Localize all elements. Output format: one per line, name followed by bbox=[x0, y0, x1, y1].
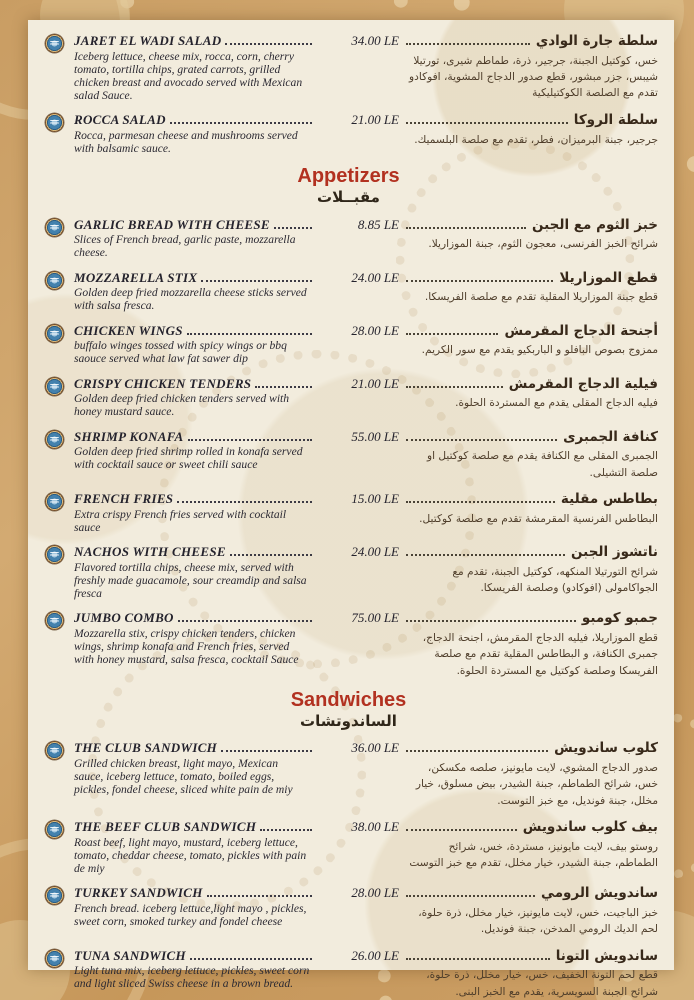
item-arabic-block bbox=[404, 323, 658, 359]
dotted-leader bbox=[406, 620, 576, 622]
item-price bbox=[319, 885, 399, 902]
item-desc-ar: فيليه الدجاج المقلى يقدم مع المستردة الحلوة. bbox=[455, 397, 658, 410]
item-desc-en: Golden deep fried shrimp rolled in konafa served with cocktail sauce or sweet chili sauce bbox=[74, 445, 303, 472]
currency-label: LE bbox=[383, 885, 399, 901]
section-title-ar: مقبــلات bbox=[317, 188, 380, 207]
price-value: 34.00 bbox=[351, 33, 381, 48]
dotted-leader bbox=[178, 620, 312, 622]
price-value: 24.00 bbox=[351, 544, 381, 560]
item-desc-ar: شرائح التورتيلا المنكهه، كوكتيل الجبنة، تقدم مع الجواكامولى (افوكادو) وصلصة الفريسكا. bbox=[452, 565, 658, 594]
item-name-en: MOZZARELLA STIX bbox=[74, 269, 198, 285]
item-english-block bbox=[74, 33, 314, 102]
price-value: 75.00 bbox=[351, 610, 381, 626]
currency-label: LE bbox=[383, 610, 399, 626]
item-name-ar: كلوب ساندويش bbox=[554, 740, 658, 757]
menu-item bbox=[39, 948, 658, 1000]
item-desc-en: Iceberg lettuce, cheese mix, rocca, corn, cherry tomato, tortilla chips, grated carrots, grilled chicken breast and avocado served with Mexican salad Sauce. bbox=[74, 49, 303, 103]
price-value: 28.00 bbox=[351, 885, 381, 901]
item-name-ar: جمبو كومبو bbox=[581, 610, 658, 627]
item-name-en: TURKEY SANDWICH bbox=[74, 885, 203, 901]
item-arabic-block bbox=[404, 885, 658, 937]
dotted-leader bbox=[406, 386, 503, 388]
menu-list bbox=[39, 33, 658, 1000]
item-price bbox=[319, 33, 399, 50]
dotted-leader bbox=[255, 386, 312, 388]
item-arabic-block bbox=[404, 491, 658, 527]
section-title-en: Sandwiches bbox=[290, 688, 407, 711]
brand-medallion-icon bbox=[45, 741, 64, 760]
brand-medallion-icon bbox=[45, 113, 64, 132]
dotted-leader bbox=[406, 333, 498, 335]
item-name-en: JARET EL WADI SALAD bbox=[74, 33, 222, 48]
price-value: 8.85 bbox=[357, 216, 381, 232]
dotted-leader bbox=[188, 439, 312, 441]
item-desc-ar: خس، كوكتيل الجبنة، جرجير، ذرة، طماطم شيرى، تورتيلا شيبس، جزر مبشور، قطع صدور الدجاج المشوية، افوكادو تقدم مع الصلصة الكوكتيليكية bbox=[409, 54, 658, 100]
item-name-ar: ساندويش الرومي bbox=[541, 885, 658, 902]
dotted-leader bbox=[190, 958, 312, 960]
dotted-leader bbox=[406, 501, 555, 503]
item-name-en: TUNA SANDWICH bbox=[74, 947, 186, 963]
item-english-block bbox=[74, 376, 314, 419]
currency-label: LE bbox=[383, 544, 399, 560]
dotted-leader bbox=[225, 43, 312, 45]
menu-item bbox=[39, 429, 658, 481]
item-desc-ar: ممزوج بصوص البافلو و الباربكيو يقدم مع سور الكريم. bbox=[421, 344, 658, 357]
price-value: 21.00 bbox=[351, 112, 381, 128]
dotted-leader bbox=[406, 280, 553, 282]
item-desc-en: Extra crispy French fries served with cocktail sauce bbox=[74, 507, 287, 534]
item-name-ar: بيف كلوب ساندويش bbox=[522, 819, 658, 835]
item-desc-en: Mozzarella stix, crispy chicken tenders, chicken wings, shrimp konafa and French fries, served with honey mustard, salsa fresca, cocktail Sauce bbox=[74, 626, 299, 667]
brand-medallion-icon bbox=[45, 492, 64, 511]
menu-item bbox=[39, 885, 658, 937]
item-desc-en: French bread. iceberg lettuce,light mayo , pickles, sweet corn, smoked turkey and fondel cheese bbox=[74, 901, 307, 928]
currency-label: LE bbox=[383, 112, 399, 128]
menu-item bbox=[39, 270, 658, 313]
item-english-block bbox=[74, 610, 314, 666]
currency-label: LE bbox=[383, 33, 399, 48]
item-price bbox=[319, 740, 399, 757]
item-desc-en: Light tuna mix, iceberg lettuce, pickles, sweet corn and light sliced Swiss cheese in a brown bread. bbox=[74, 964, 310, 991]
dotted-leader bbox=[406, 829, 517, 831]
item-price bbox=[319, 819, 399, 836]
item-name-ar: قطع الموزاريلا bbox=[559, 269, 658, 286]
section-header bbox=[39, 689, 658, 731]
dotted-leader bbox=[221, 750, 312, 752]
brand-medallion-icon bbox=[45, 611, 64, 630]
item-price bbox=[319, 112, 399, 129]
item-arabic-block bbox=[404, 217, 658, 253]
item-price bbox=[319, 270, 399, 287]
brand-medallion-icon bbox=[45, 545, 64, 564]
item-price bbox=[319, 491, 399, 508]
item-name-ar: كنافة الجمبرى bbox=[563, 428, 658, 445]
dotted-leader bbox=[406, 122, 568, 124]
dotted-leader bbox=[406, 439, 557, 441]
price-value: 38.00 bbox=[351, 819, 381, 834]
item-name-en: THE BEEF CLUB SANDWICH bbox=[74, 819, 257, 834]
item-desc-en: Roast beef, light mayo, mustard, iceberg lettuce, tomato, cheddar cheese, tomato, pickles with pain de miy bbox=[74, 835, 307, 875]
menu-item bbox=[39, 491, 658, 534]
menu-item bbox=[39, 33, 658, 102]
item-name-ar: ساندويش التونا bbox=[555, 947, 658, 964]
currency-label: LE bbox=[383, 740, 399, 756]
section-title-ar: الساندوتشات bbox=[300, 711, 397, 730]
price-value: 21.00 bbox=[351, 375, 381, 391]
dotted-leader bbox=[406, 750, 548, 752]
item-english-block bbox=[74, 323, 314, 366]
brand-medallion-icon bbox=[45, 324, 64, 343]
item-name-en: NACHOS WITH CHEESE bbox=[74, 544, 226, 560]
item-name-en: GARLIC BREAD WITH CHEESE bbox=[74, 216, 270, 232]
item-price bbox=[319, 610, 399, 627]
dotted-leader bbox=[406, 554, 565, 556]
item-name-en: SHRIMP KONAFA bbox=[74, 428, 184, 444]
item-english-block bbox=[74, 270, 314, 313]
menu-page bbox=[28, 20, 674, 998]
currency-label: LE bbox=[383, 947, 399, 963]
menu-item bbox=[39, 376, 658, 419]
brand-medallion-icon bbox=[45, 377, 64, 396]
item-desc-ar: قطع الموزاريلا، فيليه الدجاج المقرمش، اجنحة الدجاج، جمبرى الكنافة، و البطاطس المقلية تقدم مع صلصة الفريسكا وصلصة كوكتيل مع المستردة الحلوة. bbox=[422, 631, 658, 677]
dotted-leader bbox=[260, 829, 312, 831]
item-name-ar: أجنحة الدجاج المقرمش bbox=[504, 322, 658, 339]
item-price bbox=[319, 544, 399, 561]
brand-medallion-icon bbox=[45, 949, 64, 968]
dotted-leader bbox=[406, 895, 535, 897]
brand-medallion-icon bbox=[45, 34, 64, 53]
item-english-block bbox=[74, 112, 314, 155]
item-name-ar: سلطة جارة الوادي bbox=[535, 33, 658, 49]
item-desc-en: Slices of French bread, garlic paste, mozzarella cheese. bbox=[74, 233, 296, 260]
item-english-block bbox=[74, 885, 314, 928]
item-name-ar: خبز الثوم مع الجبن bbox=[532, 216, 658, 233]
item-arabic-block bbox=[404, 740, 658, 809]
item-desc-en: buffalo winges tossed with spicy wings or bbq saouce served what law fat sawer dip bbox=[74, 339, 287, 366]
dotted-leader bbox=[187, 333, 312, 335]
currency-label: LE bbox=[383, 375, 399, 391]
item-desc-en: Golden deep fried mozzarella cheese sticks served with salsa fresca. bbox=[74, 286, 307, 313]
item-english-block bbox=[74, 217, 314, 260]
currency-label: LE bbox=[383, 491, 399, 507]
dotted-leader bbox=[274, 227, 312, 229]
item-desc-ar: جرجير، جبنة البرميزان، فطر، تقدم مع صلصة البلسميك. bbox=[414, 133, 658, 146]
item-price bbox=[319, 948, 399, 965]
item-name-en: ROCCA SALAD bbox=[74, 112, 166, 128]
item-desc-ar: خبز الباجيت، خس، لايت مايونيز، خيار مخلل، ذرة حلوة، لحم الديك الرومي المدخن، جبنة فونديل. bbox=[418, 906, 658, 936]
item-name-en: FRENCH FRIES bbox=[74, 491, 174, 507]
item-desc-ar: البطاطس الفرنسية المقرمشة تقدم مع صلصة كوكتيل. bbox=[419, 512, 658, 525]
item-price bbox=[319, 429, 399, 446]
item-desc-ar: قطع جبنة الموزاريلا المقلية تقدم مع صلصة الفريسكا. bbox=[424, 291, 658, 304]
item-arabic-block bbox=[404, 610, 658, 679]
dotted-leader bbox=[406, 958, 550, 960]
item-desc-en: Golden deep fried chicken tenders served with honey mustard sauce. bbox=[74, 392, 290, 419]
currency-label: LE bbox=[383, 428, 399, 444]
item-arabic-block bbox=[404, 819, 658, 871]
menu-item bbox=[39, 544, 658, 600]
dotted-leader bbox=[230, 554, 312, 556]
item-english-block bbox=[74, 948, 314, 991]
menu-item bbox=[39, 819, 658, 875]
item-name-en: CRISPY CHICKEN TENDERS bbox=[74, 375, 252, 391]
dotted-leader bbox=[201, 280, 312, 282]
item-english-block bbox=[74, 740, 314, 796]
item-desc-ar: شرائح الخبز الفرنسى، معجون الثوم، جبنة الموزاريلا. bbox=[428, 238, 658, 251]
item-name-ar: ناتشوز الجبن bbox=[571, 544, 658, 561]
item-name-en: CHICKEN WINGS bbox=[74, 322, 183, 338]
item-name-en: THE CLUB SANDWICH bbox=[74, 740, 218, 756]
dotted-leader bbox=[207, 895, 312, 897]
dotted-leader bbox=[406, 227, 526, 229]
price-value: 55.00 bbox=[351, 428, 381, 444]
menu-item bbox=[39, 217, 658, 260]
price-value: 36.00 bbox=[351, 740, 381, 756]
menu-item bbox=[39, 740, 658, 809]
item-price bbox=[319, 217, 399, 234]
item-name-ar: فيلية الدجاج المقرمش bbox=[508, 375, 658, 392]
item-english-block bbox=[74, 819, 314, 875]
item-price bbox=[319, 376, 399, 393]
menu-item bbox=[39, 323, 658, 366]
item-desc-ar: روستو بيف، لايت مايونيز، مستردة، خس، شرائح الطماطم، جبنة الشيدر، خيار مخلل، تقدم مع خبز التوست bbox=[409, 840, 658, 869]
item-name-en: JUMBO COMBO bbox=[74, 610, 174, 626]
price-value: 24.00 bbox=[351, 269, 381, 285]
item-desc-ar: قطع لحم التونة الخفيف، خس، خيار مخلل، ذرة حلوة، شرائح الجبنة السويسرية، يقدم مع الخبز البنى. bbox=[426, 969, 658, 998]
price-value: 26.00 bbox=[351, 947, 381, 963]
item-english-block bbox=[74, 491, 314, 534]
currency-label: LE bbox=[383, 269, 399, 285]
dotted-leader bbox=[177, 501, 312, 503]
item-english-block bbox=[74, 429, 314, 472]
item-arabic-block bbox=[404, 33, 658, 102]
item-arabic-block bbox=[404, 270, 658, 306]
item-arabic-block bbox=[404, 544, 658, 596]
item-arabic-block bbox=[404, 112, 658, 148]
brand-medallion-icon bbox=[45, 430, 64, 449]
price-value: 15.00 bbox=[351, 491, 381, 507]
section-header bbox=[39, 165, 658, 207]
item-desc-en: Rocca, parmesan cheese and mushrooms served with balsamic sauce. bbox=[74, 129, 298, 156]
item-price bbox=[319, 323, 399, 340]
dotted-leader bbox=[170, 122, 312, 124]
menu-item bbox=[39, 610, 658, 679]
item-name-ar: سلطة الروكا bbox=[573, 112, 658, 129]
item-arabic-block bbox=[404, 948, 658, 1000]
price-value: 28.00 bbox=[351, 322, 381, 338]
brand-medallion-icon bbox=[45, 886, 64, 905]
dotted-leader bbox=[406, 43, 530, 45]
section-title-en: Appetizers bbox=[297, 165, 400, 188]
item-english-block bbox=[74, 544, 314, 600]
currency-label: LE bbox=[383, 819, 399, 834]
item-desc-en: Grilled chicken breast, light mayo, Mexican sauce, iceberg lettuce, tomato, boiled eggs, pickles, fondel cheese, sliced white pain de miy bbox=[74, 756, 293, 797]
currency-label: LE bbox=[383, 322, 399, 338]
brand-medallion-icon bbox=[45, 218, 64, 237]
item-arabic-block bbox=[404, 376, 658, 412]
item-desc-ar: صدور الدجاج المشوي، لايت مايونيز، صلصه مكسكن، خس، شرائح الطماطم، جبنة الشيدر، بيض مسلوق، خيار مخلل، جبنة فونديل، مع خبز التوست. bbox=[415, 761, 658, 807]
currency-label: LE bbox=[383, 216, 399, 232]
item-desc-ar: الجمبرى المقلى مع الكنافة يقدم مع صلصة كوكتيل او صلصة التشيلى. bbox=[426, 450, 658, 479]
brand-medallion-icon bbox=[45, 271, 64, 290]
menu-item bbox=[39, 112, 658, 155]
item-arabic-block bbox=[404, 429, 658, 481]
brand-medallion-icon bbox=[45, 820, 64, 839]
item-desc-en: Flavored tortilla chips, cheese mix, served with freshly made guacamole, sour creamdip and salsa fresca bbox=[74, 560, 307, 601]
item-name-ar: بطاطس مقلية bbox=[560, 491, 658, 508]
